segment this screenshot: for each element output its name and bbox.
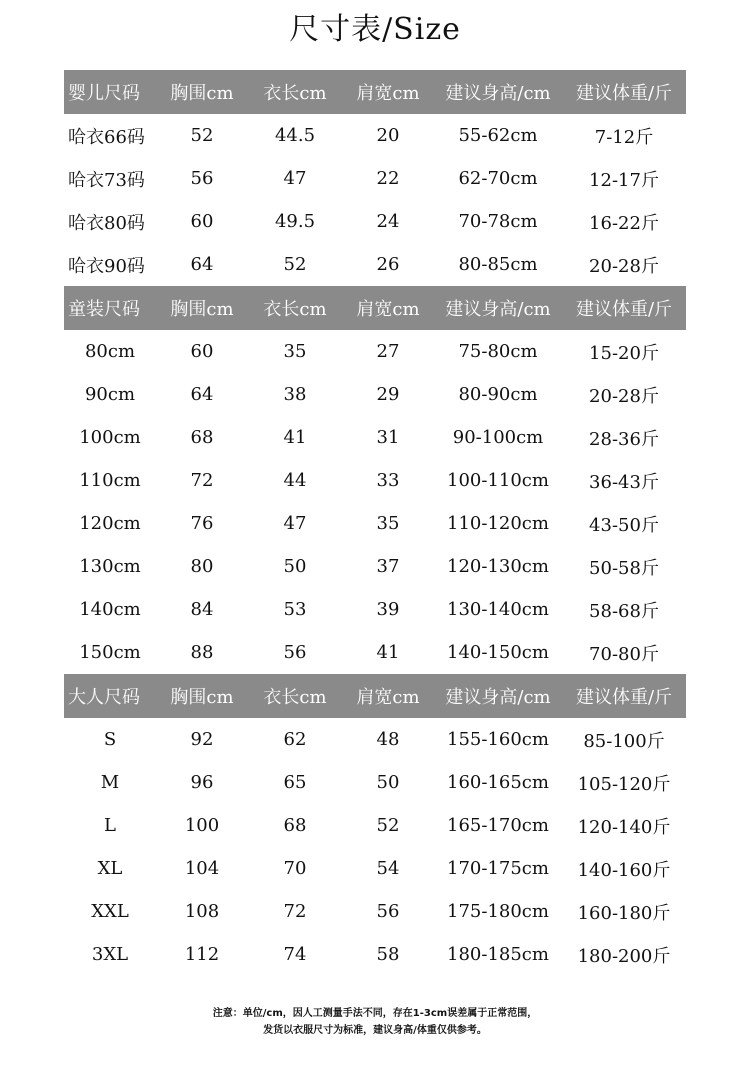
table-row [64,243,686,286]
cell-shoulder: 58 [376,944,400,965]
header-cell-shoulder: 肩宽cm [356,299,420,320]
header-cell-chest: 胸围cm [170,687,234,708]
header-cell-length: 衣长cm [263,687,327,708]
cell-height: 165-170cm [447,815,549,836]
table-row [64,157,686,200]
cell-height: 100-110cm [447,470,549,491]
cell-shoulder: 52 [376,815,400,836]
cell-height: 55-62cm [458,125,538,146]
cell-shoulder: 22 [376,168,400,189]
cell-size: 130cm [79,556,141,577]
cell-length: 44 [283,470,307,491]
cell-weight: 15-20斤 [589,342,659,364]
cell-size: 哈衣80码 [68,212,145,234]
cell-weight: 50-58斤 [589,557,659,579]
header-cell-height: 建议身高/cm [445,687,551,708]
cell-length: 49.5 [274,211,316,232]
cell-shoulder: 56 [376,901,400,922]
table-row [64,200,686,243]
cell-shoulder: 35 [376,513,400,534]
header-cell-weight: 建议体重/斤 [575,83,673,104]
cell-weight: 120-140斤 [577,816,671,838]
cell-height: 160-165cm [447,772,549,793]
cell-weight: 16-22斤 [589,212,659,234]
cell-shoulder: 31 [376,427,400,448]
cell-size: 80cm [84,341,136,362]
header-cell-weight: 建议体重/斤 [575,299,673,320]
cell-weight: 43-50斤 [589,514,659,536]
cell-shoulder: 27 [376,341,400,362]
cell-weight: 20-28斤 [589,385,659,407]
table-row [64,718,686,761]
cell-weight: 85-100斤 [583,730,665,752]
cell-height: 155-160cm [447,729,549,750]
cell-chest: 52 [190,125,214,146]
cell-shoulder: 29 [376,384,400,405]
cell-weight: 70-80斤 [589,643,659,665]
cell-size: 哈衣66码 [68,126,145,148]
cell-length: 38 [283,384,307,405]
cell-chest: 96 [190,772,214,793]
cell-size: 90cm [84,384,136,405]
cell-size: 哈衣90码 [68,255,145,277]
cell-length: 53 [283,599,307,620]
cell-shoulder: 37 [376,556,400,577]
cell-chest: 60 [190,211,214,232]
cell-height: 75-80cm [458,341,538,362]
footnote-line-1: 注意：单位/cm，因人工测量手法不同，存在1-3cm误差属于正常范围， [212,1008,538,1019]
cell-size: 哈衣73码 [68,169,145,191]
cell-length: 35 [283,341,307,362]
header-cell-shoulder: 肩宽cm [356,83,420,104]
cell-size: L [104,815,116,836]
cell-shoulder: 50 [376,772,400,793]
cell-weight: 12-17斤 [589,169,659,191]
table-row [64,890,686,933]
cell-shoulder: 26 [376,254,400,275]
cell-length: 68 [283,815,307,836]
cell-chest: 64 [190,384,214,405]
cell-length: 50 [283,556,307,577]
cell-shoulder: 39 [376,599,400,620]
cell-chest: 112 [184,944,220,965]
cell-chest: 104 [184,858,220,879]
footnote [0,1005,750,1039]
cell-chest: 76 [190,513,214,534]
cell-length: 47 [283,513,307,534]
cell-length: 56 [283,642,307,663]
cell-length: 44.5 [274,125,316,146]
table-row [64,416,686,459]
header-cell-size: 童装尺码 [68,299,140,320]
cell-length: 62 [283,729,307,750]
cell-weight: 105-120斤 [577,773,671,795]
cell-chest: 72 [190,470,214,491]
cell-height: 180-185cm [447,944,549,965]
cell-size: XL [97,858,123,879]
cell-size: 100cm [79,427,141,448]
cell-height: 110-120cm [447,513,549,534]
cell-size: 110cm [79,470,141,491]
cell-weight: 58-68斤 [589,600,659,622]
cell-weight: 7-12斤 [594,126,654,148]
cell-shoulder: 41 [376,642,400,663]
cell-height: 140-150cm [447,642,549,663]
cell-height: 90-100cm [452,427,544,448]
cell-shoulder: 48 [376,729,400,750]
cell-size: 120cm [79,513,141,534]
cell-chest: 88 [190,642,214,663]
cell-chest: 64 [190,254,214,275]
cell-size: 3XL [91,944,129,965]
header-cell-height: 建议身高/cm [445,83,551,104]
table-row [64,502,686,545]
section-header-adult [64,674,686,718]
table-row [64,804,686,847]
cell-height: 120-130cm [447,556,549,577]
table-row [64,847,686,890]
cell-height: 170-175cm [447,858,549,879]
table-row [64,761,686,804]
header-cell-length: 衣长cm [263,83,327,104]
header-cell-size: 大人尺码 [68,687,140,708]
cell-shoulder: 24 [376,211,400,232]
cell-weight: 20-28斤 [589,255,659,277]
cell-size: M [100,772,120,793]
cell-chest: 92 [190,729,214,750]
cell-chest: 56 [190,168,214,189]
cell-chest: 108 [184,901,220,922]
cell-shoulder: 54 [376,858,400,879]
cell-chest: 84 [190,599,214,620]
cell-size: 140cm [79,599,141,620]
header-cell-chest: 胸围cm [170,83,234,104]
cell-chest: 68 [190,427,214,448]
cell-size: S [103,729,117,750]
header-cell-shoulder: 肩宽cm [356,687,420,708]
cell-length: 65 [283,772,307,793]
header-cell-length: 衣长cm [263,299,327,320]
cell-size: XXL [91,901,129,922]
table-row [64,459,686,502]
table-row [64,588,686,631]
section-header-baby [64,70,686,114]
cell-chest: 80 [190,556,214,577]
cell-length: 70 [283,858,307,879]
header-cell-chest: 胸围cm [170,299,234,320]
table-row [64,114,686,157]
cell-size: 150cm [79,642,141,663]
header-cell-height: 建议身高/cm [445,299,551,320]
cell-length: 74 [283,944,307,965]
size-table [64,70,686,976]
cell-shoulder: 20 [376,125,400,146]
table-row [64,330,686,373]
cell-weight: 28-36斤 [589,428,659,450]
table-row [64,373,686,416]
cell-length: 47 [283,168,307,189]
page-title: 尺寸表/Size [289,12,461,47]
cell-shoulder: 33 [376,470,400,491]
cell-height: 70-78cm [458,211,538,232]
cell-weight: 180-200斤 [577,945,671,967]
cell-weight: 140-160斤 [577,859,671,881]
cell-weight: 160-180斤 [577,902,671,924]
header-cell-weight: 建议体重/斤 [575,687,673,708]
table-row [64,631,686,674]
cell-length: 52 [283,254,307,275]
cell-chest: 100 [184,815,220,836]
cell-height: 130-140cm [447,599,549,620]
table-row [64,933,686,976]
table-row [64,545,686,588]
cell-chest: 60 [190,341,214,362]
cell-height: 80-85cm [458,254,538,275]
cell-height: 175-180cm [447,901,549,922]
cell-length: 41 [283,427,307,448]
cell-weight: 36-43斤 [589,471,659,493]
cell-height: 62-70cm [458,168,538,189]
cell-length: 72 [283,901,307,922]
header-cell-size: 婴儿尺码 [68,83,140,104]
section-header-children [64,286,686,330]
footnote-line-2: 发货以衣服尺寸为标准，建议身高/体重仅供参考。 [263,1025,487,1036]
cell-height: 80-90cm [458,384,538,405]
